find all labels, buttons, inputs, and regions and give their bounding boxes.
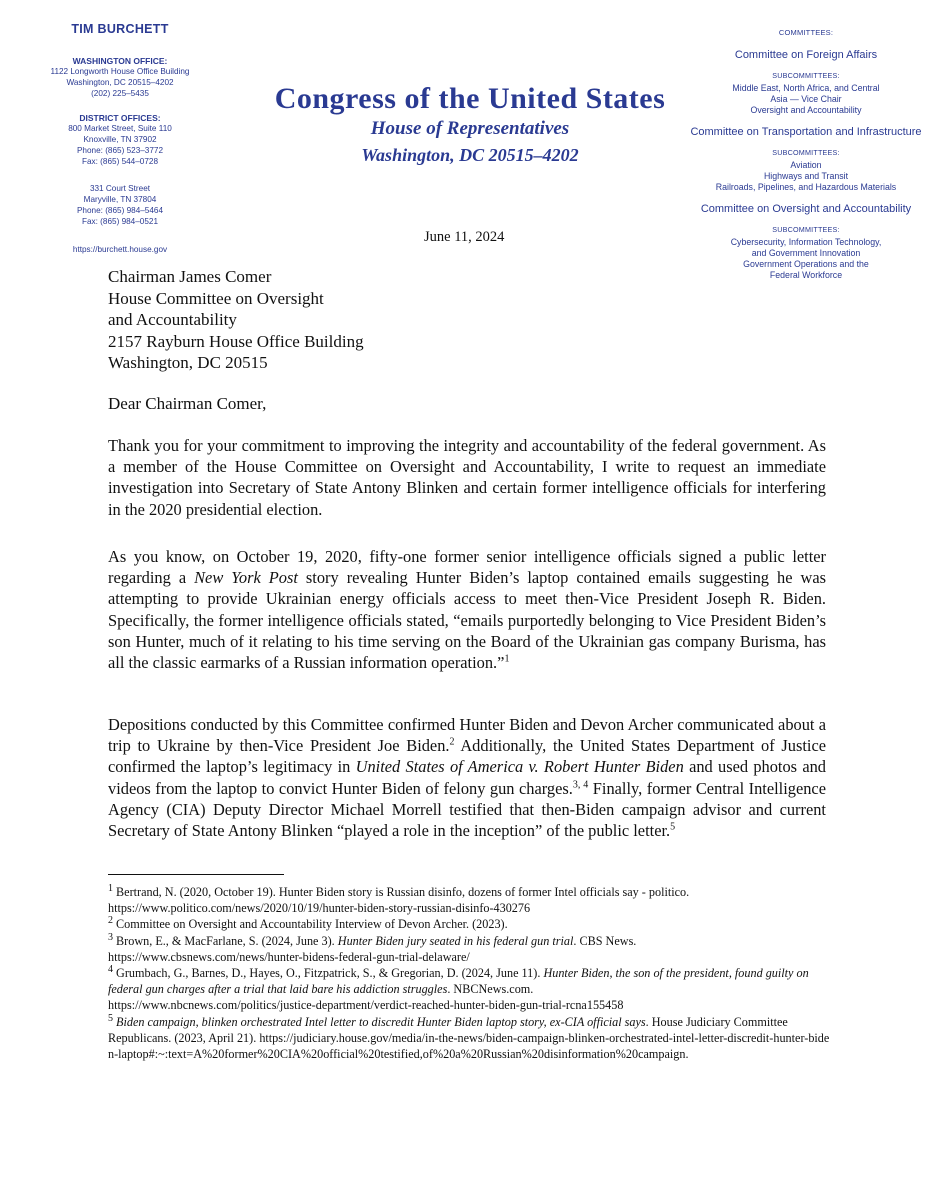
district-office-line: Fax: (865) 544–0728 [81, 157, 158, 166]
paragraph-text: As you know, on October 19, 2020, fifty-one former senior intelligence officials signed a public letter regarding a [108, 547, 826, 588]
footnote-text: . NBCNews.com. [447, 982, 534, 997]
salutation: Dear Chairman Comer, [108, 394, 267, 413]
district-office-line: Knoxville, TN 37902 [83, 135, 157, 144]
address-line: House Committee on Oversight [108, 288, 324, 308]
footnote-number: 2 [108, 915, 113, 927]
footnote-reference[interactable]: 1 [504, 653, 510, 665]
district-office-line: 331 Court Street [89, 184, 151, 193]
paragraph-text: and used photos and videos from the laptop to convict Hunter Biden of felony gun charges. [108, 757, 826, 798]
recipient-address [108, 266, 364, 374]
paragraph-text: Additionally, the United States Department of Justice confirmed the laptop’s legitimacy in [108, 736, 826, 777]
paragraph-italic-text: New York Post [194, 568, 298, 588]
letterhead-title: Congress of the United States [274, 82, 666, 115]
district-office-line: 800 Market Street, Suite 110 [68, 124, 172, 133]
footnote-number: 4 [108, 963, 113, 975]
letterhead-subtitle: House of Representatives [370, 118, 570, 139]
body-paragraph-3 [108, 714, 826, 841]
committee-name: Committee on Foreign Affairs [734, 49, 878, 61]
subcommittee-item: and Government Innovation [751, 248, 861, 258]
footnote-divider [108, 874, 284, 875]
subcommittee-item: Aviation [790, 160, 822, 170]
subcommittee-item: Middle East, North Africa, and Central [732, 83, 880, 93]
washington-office-line: 1122 Longworth House Office Building [50, 67, 190, 76]
letterhead-address: Washington, DC 20515–4202 [361, 145, 579, 165]
paragraph-text: Depositions conducted by this Committee confirmed Hunter Biden and Devon Archer communicated about a trip to Ukraine by then-Vice President Joe Biden. [108, 715, 826, 756]
washington-office-line: Washington, DC 20515–4202 [66, 78, 174, 87]
washington-office-heading: WASHINGTON OFFICE: [72, 56, 168, 66]
subcommittees-heading: SUBCOMMITTEES: [772, 71, 840, 80]
footnote-title: Biden campaign, blinken orchestrated Intel letter to discredit Hunter Biden laptop story, ex-CIA official says [116, 1014, 646, 1029]
district-office-line: Phone: (865) 984–5464 [76, 206, 164, 215]
subcommittee-item: Cybersecurity, Information Technology, [730, 237, 882, 247]
address-line: Washington, DC 20515 [108, 353, 268, 372]
footnote-number: 3 [108, 931, 113, 943]
footnote [108, 1014, 830, 1063]
footnote-title: Hunter Biden jury seated in his federal gun trial [337, 933, 574, 948]
footnote-text: Grumbach, G., Barnes, D., Hayes, O., Fitzpatrick, S., & Gregorian, D. (2024, June 11). [113, 966, 544, 981]
sender-sidebar [30, 22, 210, 254]
body-paragraph-2 [108, 546, 826, 673]
website-link[interactable]: https://burchett.house.gov [72, 245, 168, 254]
committee-name: Committee on Oversight and Accountability [700, 203, 912, 215]
footnote-link[interactable]: https://judiciary.house.gov/media/in-the-news/biden-campaign-blinken-orchestrated-intel-letter-discredit-hunter-biden-laptop#:~:text=A%20former%20CIA%20official%20testified,of%20a%20Russian%20disinformation%20campaign. [108, 1030, 830, 1062]
footnote-text: Committee on Oversight and Accountability Interview of Devon Archer. (2023). [113, 917, 508, 932]
district-office-line: Maryville, TN 37804 [83, 195, 157, 204]
paragraph-italic-text: United States of America v. Robert Hunter Biden [355, 757, 684, 777]
committees-caption: COMMITTEES: [778, 28, 834, 37]
subcommittee-item: Asia — Vice Chair [770, 94, 842, 104]
footnote [108, 965, 830, 1014]
committee-name: Committee on Transportation and Infrastructure [690, 126, 922, 138]
footnote-link[interactable]: https://www.nbcnews.com/politics/justice-department/verdict-reached-hunter-biden-gun-trial-rcna155458 [108, 998, 624, 1013]
footnote [108, 933, 830, 965]
district-offices-heading: DISTRICT OFFICES: [79, 113, 161, 123]
subcommittee-item: Railroads, Pipelines, and Hazardous Materials [715, 182, 897, 192]
subcommittee-item: Highways and Transit [763, 171, 849, 181]
address-line: 2157 Rayburn House Office Building [108, 331, 364, 351]
subcommittee-item: Federal Workforce [769, 270, 843, 280]
subcommittees-heading: SUBCOMMITTEES: [772, 148, 840, 157]
letterhead [240, 82, 700, 168]
footnote-reference[interactable]: 5 [670, 821, 676, 833]
subcommittee-item: Government Operations and the [743, 259, 869, 269]
footnote-reference[interactable]: 2 [449, 736, 455, 748]
footnote [108, 884, 830, 916]
footnotes [108, 884, 830, 1062]
footnote-text: . House Judiciary Committee Republicans. (2023, April 21). [108, 1014, 788, 1045]
district-office-line: Phone: (865) 523–3772 [76, 146, 164, 155]
body-paragraph-1: Thank you for your commitment to improving the integrity and accountability of the federal government. As a member of the House Committee on Oversight and Accountability, I write to request an immediate investigation into Secretary of State Antony Blinken and certain former intelligence officials for interfering in the 2020 presidential election. [108, 436, 826, 519]
footnote-link[interactable]: https://www.politico.com/news/2020/10/19/hunter-biden-story-russian-disinfo-430276 [108, 901, 531, 916]
footnote-text: Bertrand, N. (2020, October 19). Hunter Biden story is Russian disinfo, dozens of former Intel officials say - politico. [113, 885, 690, 899]
footnote-text: . CBS News. [573, 933, 637, 948]
district-office-line: Fax: (865) 984–0521 [81, 217, 158, 226]
sender-name: TIM BURCHETT [71, 22, 169, 36]
footnote [108, 916, 830, 932]
address-line: and Accountability [108, 310, 237, 329]
letter-date: June 11, 2024 [424, 229, 505, 245]
footnote-number: 5 [108, 1012, 113, 1024]
subcommittees-heading: SUBCOMMITTEES: [772, 225, 840, 234]
committees-sidebar [690, 28, 922, 291]
footnote-link[interactable]: https://www.cbsnews.com/news/hunter-bidens-federal-gun-trial-delaware/ [108, 949, 470, 964]
footnote-reference[interactable]: 3, 4 [572, 779, 589, 791]
footnote-title: Hunter Biden, the son of the president, found guilty on federal gun charges after a trial that laid bare his addiction struggles [108, 966, 809, 997]
paragraph-text: story revealing Hunter Biden’s laptop contained emails suggesting he was attempting to provide Ukrainian energy officials access to meet then-Vice President Joseph R. Biden. Specifically, the former intelligence officials stated, “emails purportedly belonging to Vice President Biden’s son Hunter, much of it relating to his time serving on the Board of the Ukrainian gas company Burisma, has all the classic earmarks of a Russian information operation.” [108, 568, 826, 673]
footnote-number: 1 [108, 882, 113, 894]
address-line: Chairman James Comer [108, 267, 272, 286]
paragraph-text: Finally, former Central Intelligence Agency (CIA) Deputy Director Michael Morrell testified that then-Biden campaign advisor and current Secretary of State Antony Blinken “played a role in the inception” of the public letter. [108, 778, 826, 841]
footnote-text: Brown, E., & MacFarlane, S. (2024, June 3). [113, 933, 338, 948]
subcommittee-item: Oversight and Accountability [750, 105, 862, 115]
washington-office-line: (202) 225–5435 [91, 89, 149, 98]
